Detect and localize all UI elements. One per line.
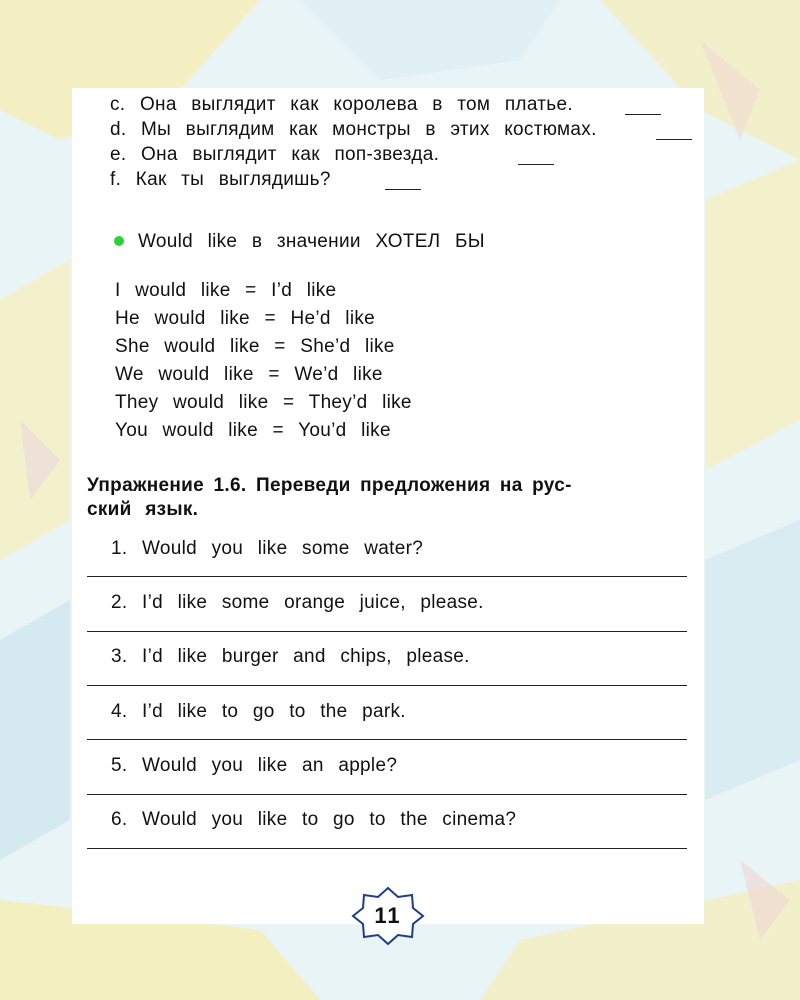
- exercise-title-cont: ский язык.: [87, 499, 199, 520]
- list-item: c. Она выглядит как королева в том платье.: [110, 94, 573, 115]
- page-number-badge: [351, 886, 425, 946]
- grammar-form: She would like = She’d like: [115, 336, 395, 357]
- list-item: e. Она выглядит как поп-звезда.: [110, 144, 440, 165]
- grammar-form: We would like = We’d like: [115, 364, 383, 385]
- exercise-title: Упражнение 1.6. Переведи предложения на рус-: [87, 475, 572, 496]
- list-item: f. Как ты выглядишь?: [110, 169, 331, 190]
- page-number: 11: [374, 903, 402, 928]
- answer-blank: [625, 114, 661, 115]
- answer-line: [87, 685, 687, 686]
- answer-line: [87, 631, 687, 632]
- grammar-heading: Would like в значении ХОТЕЛ БЫ: [138, 231, 485, 252]
- bullet-icon: [114, 236, 124, 246]
- sentence: 1. Would you like some water?: [111, 538, 424, 559]
- grammar-form: They would like = They’d like: [115, 392, 412, 413]
- answer-line: [87, 576, 687, 577]
- sentence: 5. Would you like an apple?: [111, 755, 398, 776]
- answer-line: [87, 848, 687, 849]
- sentence: 3. I’d like burger and chips, please.: [111, 646, 470, 667]
- answer-blank: [656, 139, 692, 140]
- sentence: 2. I’d like some orange juice, please.: [111, 592, 484, 613]
- grammar-form: I would like = I’d like: [115, 280, 337, 301]
- sentence: 6. Would you like to go to the cinema?: [111, 809, 517, 830]
- answer-line: [87, 794, 687, 795]
- answer-line: [87, 739, 687, 740]
- grammar-form: He would like = He’d like: [115, 308, 376, 329]
- list-item: d. Мы выглядим как монстры в этих костюмах.: [110, 119, 597, 140]
- answer-blank: [385, 189, 421, 190]
- answer-blank: [518, 164, 554, 165]
- grammar-form: You would like = You’d like: [115, 420, 391, 441]
- sentence: 4. I’d like to go to the park.: [111, 701, 406, 722]
